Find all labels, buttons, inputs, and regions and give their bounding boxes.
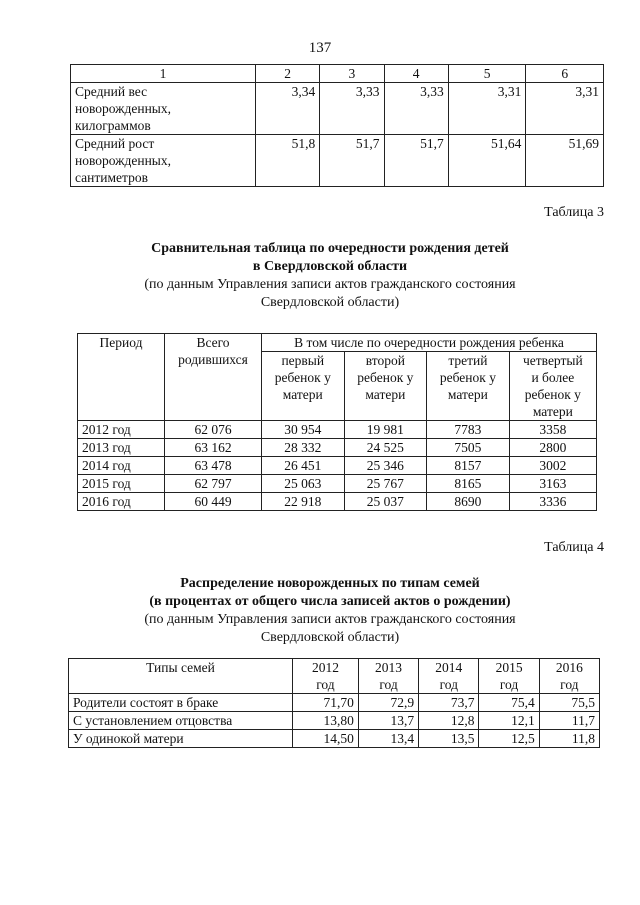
table3-title-line2: в Свердловской области — [252, 259, 408, 274]
subheader-line: второй — [365, 353, 405, 368]
row-label-line: Средний рост — [75, 136, 155, 151]
table3-title: Сравнительная таблица по очередности рождения детей — [151, 241, 509, 256]
table-row — [78, 421, 597, 439]
subheader-line: и более — [531, 370, 575, 385]
table-row — [69, 694, 600, 712]
header-group: В том числе по очередности рождения ребенка — [262, 334, 597, 352]
table-header-row — [69, 659, 600, 694]
header-year-line: год — [560, 677, 579, 692]
table-cell: 19 981 — [344, 421, 427, 439]
header-cell: 2 — [256, 65, 320, 83]
table-cell: 62 797 — [165, 475, 262, 493]
table-cell: 62 076 — [165, 421, 262, 439]
header-year — [358, 659, 418, 694]
table-cell: С установлением отцовства — [69, 712, 293, 730]
table-cell: 2800 — [509, 439, 596, 457]
header-year — [479, 659, 539, 694]
header-year-line: год — [499, 677, 519, 692]
table-header-row — [71, 65, 604, 83]
table-cell: 2016 год — [78, 493, 165, 511]
table-cell: 60 449 — [165, 493, 262, 511]
subheader-line: ребенок у — [357, 370, 414, 385]
table-cell: 51,7 — [384, 135, 448, 187]
table-cell: 8165 — [427, 475, 510, 493]
table-cell: 25 037 — [344, 493, 427, 511]
table-cell: 75,5 — [539, 694, 599, 712]
table-cell: 11,7 — [539, 712, 599, 730]
subheader-fourth — [509, 352, 596, 421]
table-cell: У одинокой матери — [69, 730, 293, 748]
table-cell: 3358 — [509, 421, 596, 439]
table-cell: 13,7 — [358, 712, 418, 730]
table-cell: 12,5 — [479, 730, 539, 748]
table4-title-block — [60, 575, 600, 647]
table4-title: Распределение новорожденных по типам семей — [180, 576, 480, 591]
header-total — [165, 334, 262, 421]
subheader-line: ребенок у — [439, 370, 496, 385]
table-cell: 30 954 — [262, 421, 345, 439]
table-cell: 3163 — [509, 475, 596, 493]
table-row — [71, 83, 604, 135]
header-cell: 5 — [448, 65, 526, 83]
header-total-line: родившихся — [178, 352, 248, 367]
header-family-types: Типы семей — [69, 659, 293, 694]
table-cell: 7505 — [427, 439, 510, 457]
table-row — [78, 439, 597, 457]
table-cell: 13,5 — [419, 730, 479, 748]
header-year — [539, 659, 599, 694]
page-number: 137 — [308, 40, 332, 56]
table-cell: 63 162 — [165, 439, 262, 457]
table-birth-order — [77, 333, 597, 511]
table-row — [78, 493, 597, 511]
row-label — [71, 135, 256, 187]
table-cell: 3,31 — [526, 83, 604, 135]
table-cell: 3,33 — [320, 83, 384, 135]
row-label-line: новорожденных, — [75, 101, 172, 116]
subheader-line: третий — [448, 353, 488, 368]
row-label-line: килограммов — [75, 118, 151, 133]
table-cell: 25 063 — [262, 475, 345, 493]
table-cell: 28 332 — [262, 439, 345, 457]
subheader-third — [427, 352, 510, 421]
header-year-line: 2013 — [375, 660, 403, 675]
table-cell: 51,7 — [320, 135, 384, 187]
table-cell: 3,33 — [384, 83, 448, 135]
table-cell: 3336 — [509, 493, 596, 511]
row-label-line: новорожденных, — [75, 153, 172, 168]
header-year-line: 2014 — [435, 660, 463, 675]
subheader-second — [344, 352, 427, 421]
table-header-row — [78, 334, 597, 352]
subheader-line: матери — [447, 387, 488, 402]
header-year — [419, 659, 479, 694]
table-cell: 25 346 — [344, 457, 427, 475]
subheader-line: первый — [281, 353, 325, 368]
header-year — [293, 659, 359, 694]
header-cell: 1 — [71, 65, 256, 83]
subheader-line: матери — [282, 387, 323, 402]
table-cell: 14,50 — [293, 730, 359, 748]
table-cell: 13,80 — [293, 712, 359, 730]
subheader-first — [262, 352, 345, 421]
table-row — [69, 712, 600, 730]
table-cell: 24 525 — [344, 439, 427, 457]
table-row — [78, 475, 597, 493]
table-row — [78, 457, 597, 475]
table4-subtitle-line2: Свердловской области) — [260, 630, 400, 645]
row-label-line: сантиметров — [75, 170, 148, 185]
table3-subtitle-line2: Свердловской области) — [260, 295, 400, 310]
table-newborn-stats — [70, 64, 604, 187]
table-cell: 2015 год — [78, 475, 165, 493]
table-row — [71, 135, 604, 187]
table3-caption: Таблица 3 — [544, 205, 604, 220]
table3-subtitle: (по данным Управления записи актов гражданского состояния — [144, 277, 516, 292]
header-cell: 6 — [526, 65, 604, 83]
table-cell: 8157 — [427, 457, 510, 475]
table-cell: 51,8 — [256, 135, 320, 187]
table-cell: Родители состоят в браке — [69, 694, 293, 712]
table-cell: 72,9 — [358, 694, 418, 712]
table-cell: 26 451 — [262, 457, 345, 475]
table-cell: 2013 год — [78, 439, 165, 457]
header-year-line: 2012 — [311, 660, 339, 675]
table-cell: 51,64 — [448, 135, 526, 187]
table-family-types — [68, 658, 600, 748]
table4-caption: Таблица 4 — [544, 540, 604, 555]
table-cell: 12,8 — [419, 712, 479, 730]
table4-title-line2: (в процентах от общего числа записей актов о рождении) — [149, 594, 511, 609]
table4-subtitle: (по данным Управления записи актов гражданского состояния — [144, 612, 516, 627]
table-cell: 11,8 — [539, 730, 599, 748]
subheader-line: ребенок у — [274, 370, 331, 385]
subheader-line: матери — [365, 387, 406, 402]
table-cell: 51,69 — [526, 135, 604, 187]
header-cell: 3 — [320, 65, 384, 83]
table-row — [69, 730, 600, 748]
table3-title-block — [60, 240, 600, 312]
header-year-line: год — [439, 677, 459, 692]
table-cell: 63 478 — [165, 457, 262, 475]
table-cell: 8690 — [427, 493, 510, 511]
table-cell: 71,70 — [293, 694, 359, 712]
table-cell: 2012 год — [78, 421, 165, 439]
table-cell: 13,4 — [358, 730, 418, 748]
header-period: Период — [78, 334, 165, 421]
table-cell: 2014 год — [78, 457, 165, 475]
row-label — [71, 83, 256, 135]
table-cell: 75,4 — [479, 694, 539, 712]
header-year-line: 2015 — [495, 660, 523, 675]
row-label-line: Средний вес — [75, 84, 148, 99]
subheader-line: четвертый — [522, 353, 583, 368]
header-year-line: год — [379, 677, 398, 692]
table-cell: 25 767 — [344, 475, 427, 493]
header-year-line: год — [316, 677, 335, 692]
table-cell: 3,31 — [448, 83, 526, 135]
table-cell: 3002 — [509, 457, 596, 475]
table-cell: 12,1 — [479, 712, 539, 730]
table-cell: 3,34 — [256, 83, 320, 135]
subheader-line: матери — [532, 404, 573, 419]
header-total-line: Всего — [196, 335, 230, 350]
table-cell: 73,7 — [419, 694, 479, 712]
header-year-line: 2016 — [555, 660, 583, 675]
header-cell: 4 — [384, 65, 448, 83]
subheader-line: ребенок у — [524, 387, 581, 402]
table-cell: 7783 — [427, 421, 510, 439]
table-cell: 22 918 — [262, 493, 345, 511]
